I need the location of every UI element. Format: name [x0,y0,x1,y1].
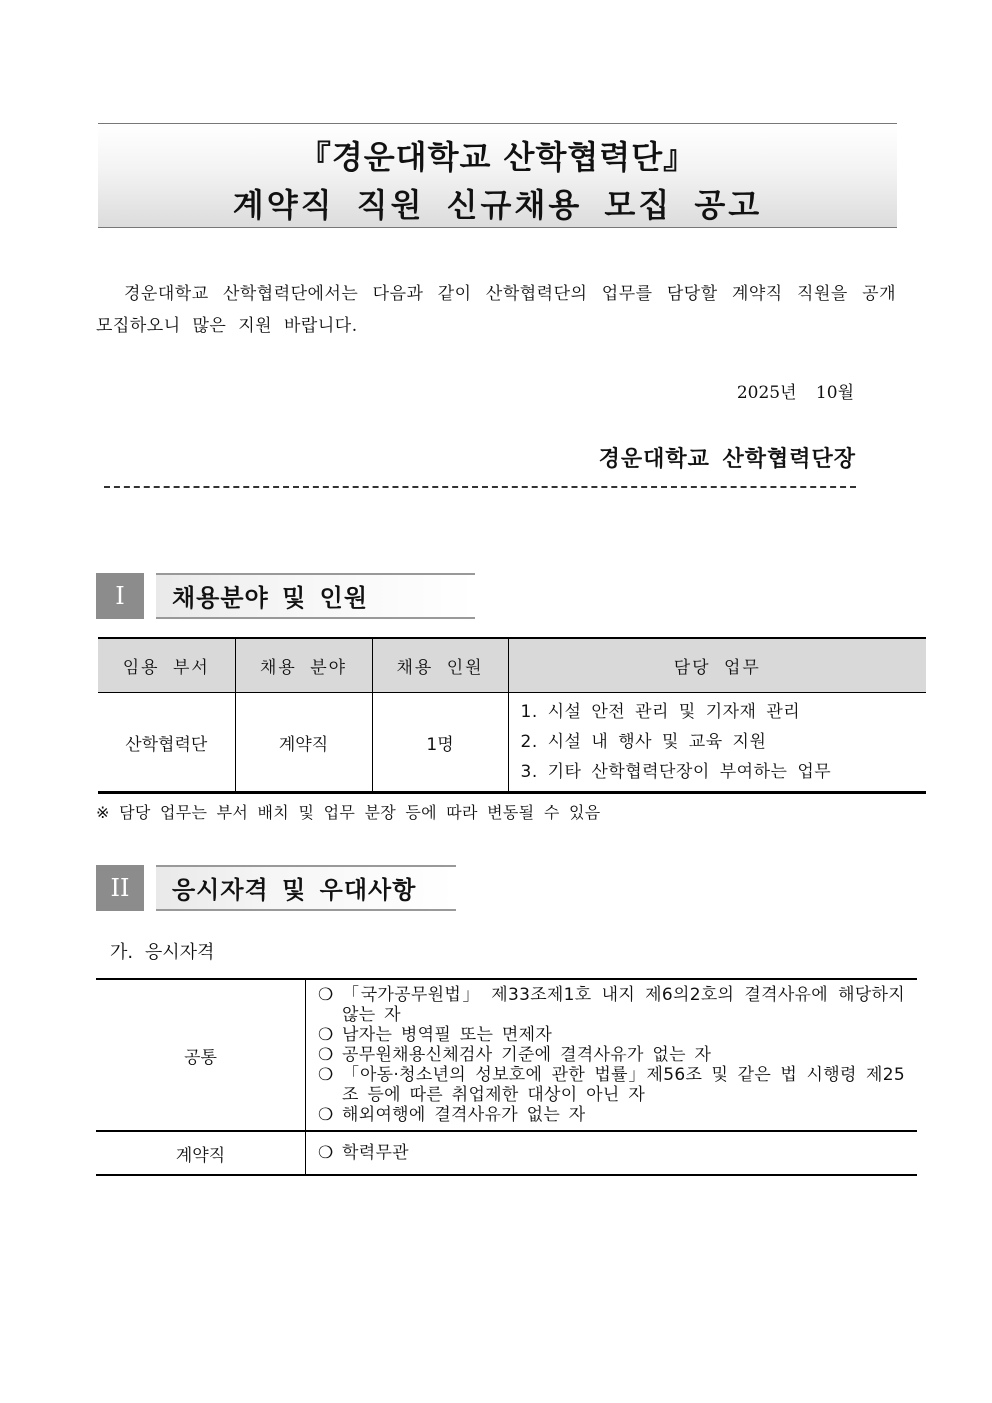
header-duties: 담당 업무 [508,638,926,693]
contract-qualifications [306,1131,918,1175]
cell-duties [508,693,926,793]
header-dept: 임용 부서 [98,638,235,693]
duty-note: ※ 담당 업무는 부서 배치 및 업무 분장 등에 따라 변동될 수 있음 [96,803,601,822]
recruitment-table [98,637,926,794]
qualification-subheading: 가. 응시자격 [110,942,215,963]
title-line-2: 계약직 직원 신규채용 모집 공고 [232,186,763,224]
duty-item: 2. 시설 내 행사 및 교육 지원 [520,732,767,752]
announcement-date: 2025년 10월 [736,383,854,403]
circle-bullet-icon: ❍ [318,1143,334,1163]
qualification-item: ❍ 남자는 병역필 또는 면제자 [318,1025,553,1045]
table-row [98,693,926,793]
cell-field: 계약직 [235,693,372,793]
duty-item: 1. 시설 안전 관리 및 기자재 관리 [520,702,801,722]
signature: 경운대학교 산학협력단장 [598,446,856,472]
circle-bullet-icon: ❍ [318,1025,334,1045]
common-qualifications [306,979,918,1131]
row-label-contract: 계약직 [96,1131,306,1175]
table-row [96,979,917,1131]
qualification-item: ❍ 「국가공무원법」 제33조제1호 내지 제6의2호의 결격사유에 해당하지 않는 자 [318,985,905,1025]
cell-dept: 산학협력단 [98,693,235,793]
qualification-item: ❍ 공무원채용신체검사 기준에 결격사유가 없는 자 [318,1045,712,1065]
row-label-common: 공통 [96,979,306,1131]
title-line-1: 『경운대학교 산학협력단』 [298,138,697,176]
circle-bullet-icon: ❍ [318,1105,334,1125]
circle-bullet-icon: ❍ [318,1065,334,1085]
cell-count: 1명 [372,693,508,793]
qualification-table [96,978,917,1176]
qualification-item: ❍ 학력무관 [318,1143,409,1163]
section-1-title: 채용분야 및 인원 [156,573,475,619]
duty-item: 3. 기타 산학협력단장이 부여하는 업무 [520,762,832,782]
intro-paragraph: 경운대학교 산학협력단에서는 다음과 같이 산학협력단의 업무를 담당할 계약직 직원을 공개 모집하오니 많은 지원 바랍니다. [96,284,896,336]
section-2-title: 응시자격 및 우대사항 [156,865,456,911]
section-1-number: I [96,573,144,619]
circle-bullet-icon: ❍ [318,1045,334,1065]
dashed-divider [104,486,856,488]
table-row [96,1131,917,1175]
header-field: 채용 분야 [235,638,372,693]
qualification-item: ❍ 해외여행에 결격사유가 없는 자 [318,1105,586,1125]
qualification-item: ❍ 「아동·청소년의 성보호에 관한 법률」제56조 및 같은 법 시행령 제25조 등에 따른 취업제한 대상이 아닌 자 [318,1065,905,1105]
circle-bullet-icon: ❍ [318,985,334,1005]
table-header-row [98,638,926,693]
section-2-number: II [96,865,144,911]
title-box [98,123,897,228]
header-count: 채용 인원 [372,638,508,693]
